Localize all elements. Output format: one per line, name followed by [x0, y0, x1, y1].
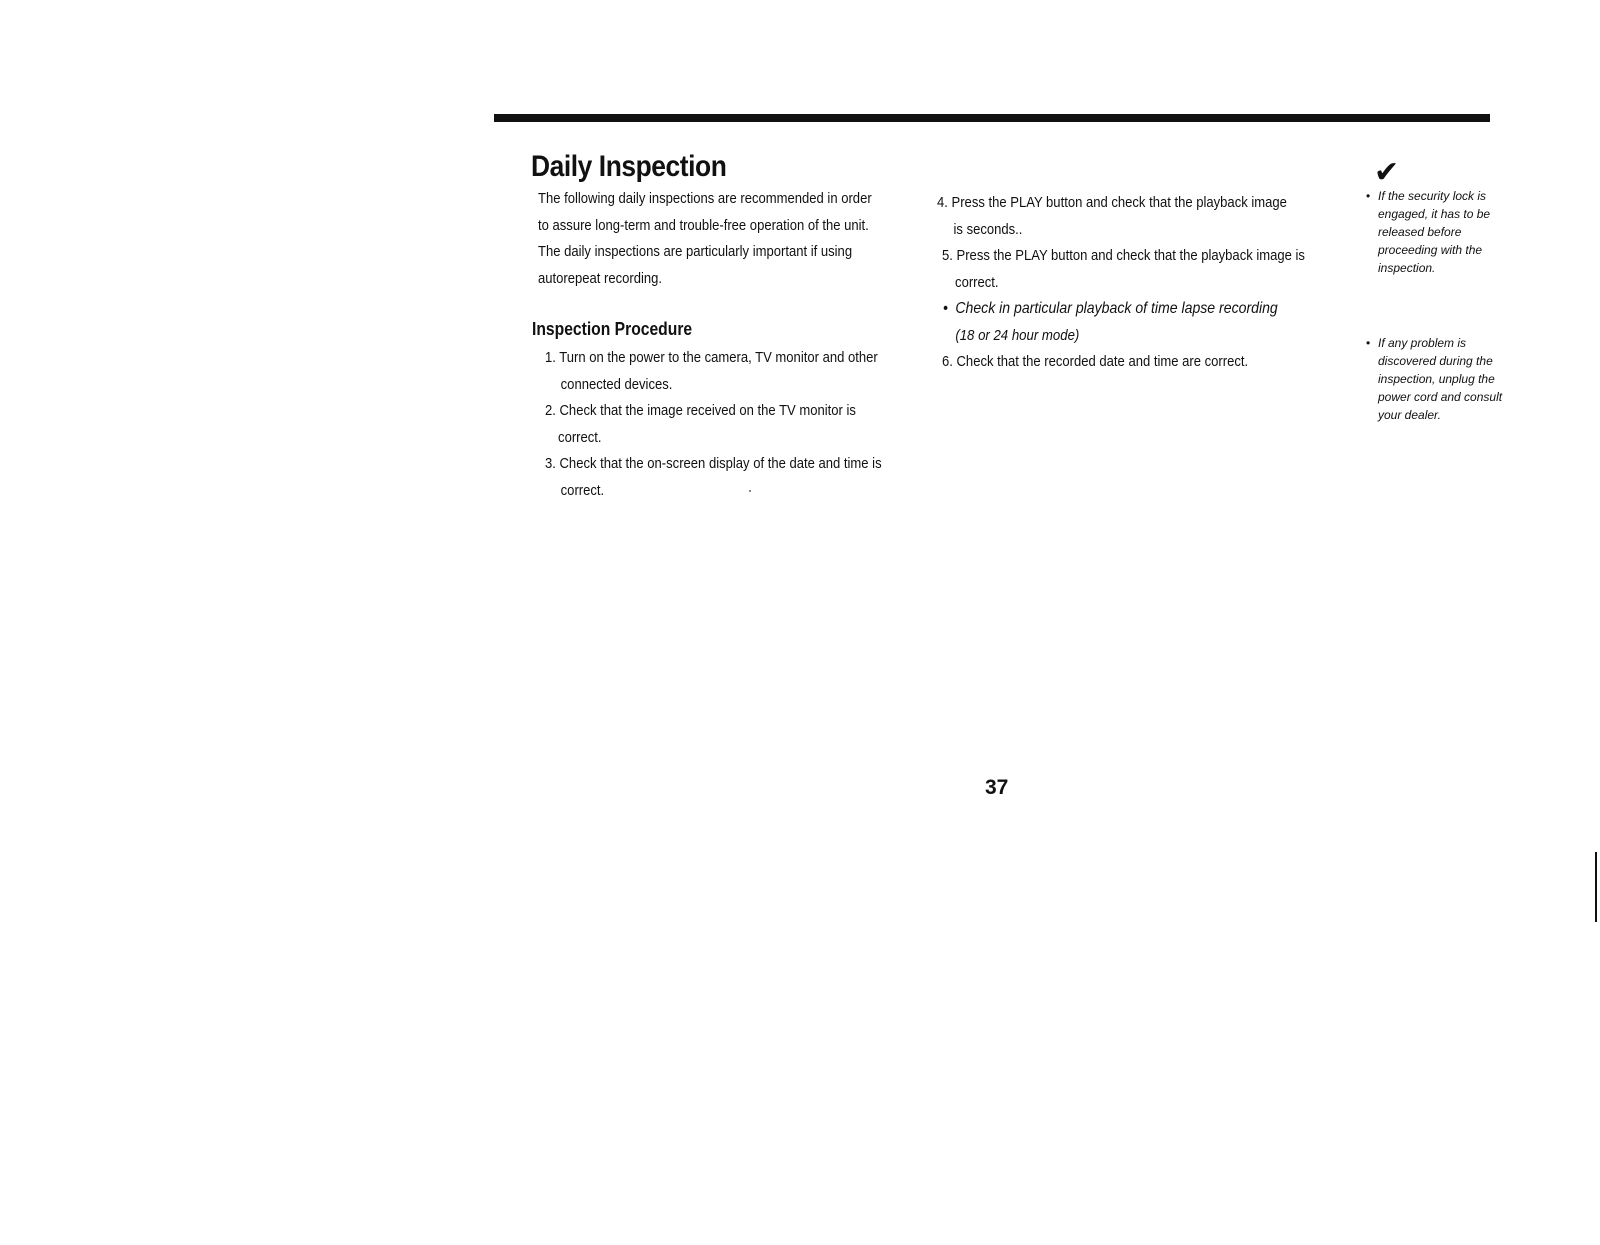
bullet-icon: •: [1366, 189, 1371, 203]
time-lapse-bullet: [943, 296, 1323, 349]
intro-line: autorepeat recording.: [538, 269, 663, 287]
step-continuation: is seconds..: [953, 220, 1023, 238]
step-continuation: connected devices.: [560, 375, 673, 393]
note-line: discovered during the: [1378, 354, 1493, 368]
step-4: [937, 190, 1339, 243]
step-text: 6. Check that the recorded date and time are correct.: [942, 353, 1249, 370]
note-problem: [1366, 334, 1538, 424]
step-continuation: correct.: [560, 481, 605, 499]
bullet-icon: •: [1366, 336, 1371, 350]
note-line: your dealer.: [1378, 408, 1441, 422]
note-line: engaged, it has to be: [1378, 207, 1491, 221]
step-text: 5. Press the PLAY button and check that the playback image is: [942, 247, 1305, 264]
note-line: inspection.: [1378, 261, 1436, 275]
step-text: 3. Check that the on-screen display of the date and time is: [545, 455, 882, 472]
step-continuation: correct.: [955, 273, 999, 291]
step-2: [545, 398, 902, 451]
bullet-text: Check in particular playback of time lapse recording: [955, 300, 1278, 317]
page-number: 37: [985, 776, 1009, 799]
intro-paragraph: [538, 186, 898, 292]
section-heading: Inspection Procedure: [532, 319, 693, 339]
note-line: power cord and consult: [1378, 390, 1503, 404]
top-rule: [494, 114, 1490, 122]
edge-mark: [1595, 852, 1597, 922]
step-text: 1. Turn on the power to the camera, TV monitor and other: [545, 349, 878, 366]
note-line: If the security lock is: [1378, 189, 1487, 203]
note-line: released before: [1378, 225, 1462, 239]
bullet-icon: •: [943, 300, 948, 317]
step-6: [942, 349, 1294, 376]
step-1: [545, 345, 927, 398]
intro-line: The following daily inspections are recommended in order: [538, 190, 872, 207]
scan-speck: [749, 490, 751, 492]
check-icon: ✔: [1374, 156, 1400, 189]
step-continuation: correct.: [558, 428, 602, 446]
note-line: If any problem is: [1378, 336, 1467, 350]
note-line: proceeding with the: [1378, 243, 1483, 257]
intro-line: to assure long-term and trouble-free operation of the unit.: [538, 216, 869, 234]
step-text: 4. Press the PLAY button and check that the playback image: [937, 194, 1287, 211]
step-3: [545, 451, 932, 504]
step-5: [942, 243, 1359, 296]
intro-line: The daily inspections are particularly important if using: [538, 243, 853, 260]
step-text: 2. Check that the image received on the TV monitor is: [545, 402, 856, 419]
note-security-lock: [1366, 187, 1538, 277]
bullet-subtext: (18 or 24 hour mode): [955, 326, 1080, 344]
page-title: Daily Inspection: [531, 150, 727, 183]
note-line: inspection, unplug the: [1378, 372, 1495, 386]
